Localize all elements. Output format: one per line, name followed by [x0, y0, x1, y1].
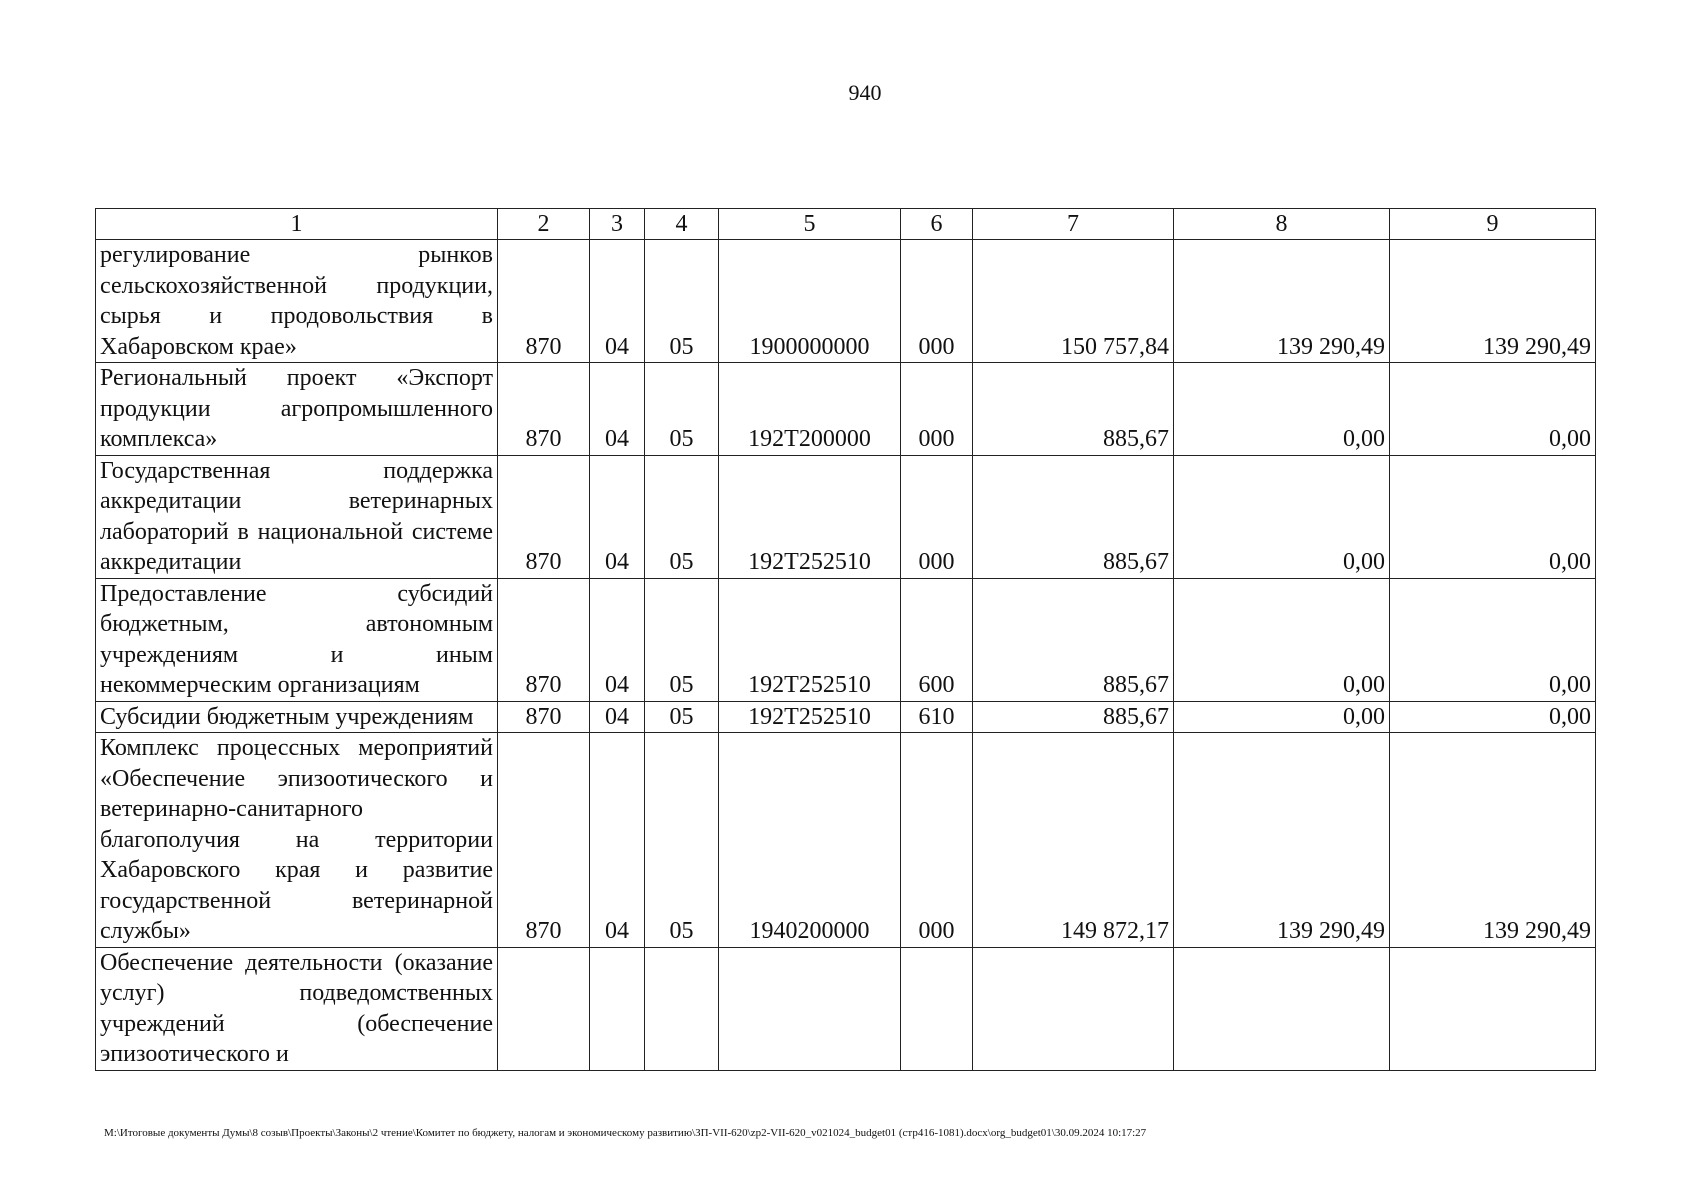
cell-col7: 150 757,84	[973, 240, 1174, 363]
cell-col3: 04	[590, 733, 645, 948]
cell-col8: 139 290,49	[1174, 240, 1390, 363]
header-row	[96, 209, 1596, 240]
cell-col6: 000	[901, 733, 973, 948]
table-body	[96, 240, 1596, 1071]
column-header-2: 2	[498, 209, 590, 240]
table-row	[96, 455, 1596, 578]
cell-col8: 0,00	[1174, 578, 1390, 701]
cell-col9: 0,00	[1390, 578, 1596, 701]
cell-col4: 05	[645, 363, 719, 456]
cell-col2: 870	[498, 733, 590, 948]
cell-col8: 0,00	[1174, 363, 1390, 456]
cell-col7: 885,67	[973, 578, 1174, 701]
cell-col4: 05	[645, 240, 719, 363]
cell-col7: 885,67	[973, 455, 1174, 578]
column-header-6: 6	[901, 209, 973, 240]
cell-col6: 000	[901, 455, 973, 578]
column-header-5: 5	[719, 209, 901, 240]
cell-col4: 05	[645, 455, 719, 578]
cell-col5: 192Т252510	[719, 578, 901, 701]
cell-col6: 610	[901, 701, 973, 733]
row-description: Субсидии бюджетным учреждениям	[96, 701, 498, 733]
cell-col9: 0,00	[1390, 701, 1596, 733]
cell-col9: 139 290,49	[1390, 733, 1596, 948]
column-header-8: 8	[1174, 209, 1390, 240]
cell-col3: 04	[590, 363, 645, 456]
cell-col5: 1940200000	[719, 733, 901, 948]
cell-col8	[1174, 947, 1390, 1070]
cell-col4: 05	[645, 701, 719, 733]
cell-col8: 139 290,49	[1174, 733, 1390, 948]
cell-col5: 192Т252510	[719, 455, 901, 578]
row-description: Комплекс процессных мероприятий «Обеспечение эпизоотического и ветеринарно-санитарного благополучия на территории Хабаровского края и развитие государственной ветеринарной службы»	[96, 733, 498, 948]
cell-col3: 04	[590, 578, 645, 701]
column-header-7: 7	[973, 209, 1174, 240]
cell-col9: 0,00	[1390, 363, 1596, 456]
cell-col4: 05	[645, 578, 719, 701]
column-header-9: 9	[1390, 209, 1596, 240]
cell-col8: 0,00	[1174, 455, 1390, 578]
cell-col9: 0,00	[1390, 455, 1596, 578]
table-row	[96, 733, 1596, 948]
cell-col6	[901, 947, 973, 1070]
cell-col4	[645, 947, 719, 1070]
table-header	[96, 209, 1596, 240]
table-row	[96, 701, 1596, 733]
table-row	[96, 578, 1596, 701]
cell-col2: 870	[498, 701, 590, 733]
cell-col7: 149 872,17	[973, 733, 1174, 948]
column-header-4: 4	[645, 209, 719, 240]
cell-col6: 000	[901, 240, 973, 363]
row-description: Региональный проект «Экспорт продукции агропромышленного комплекса»	[96, 363, 498, 456]
table-row	[96, 363, 1596, 456]
cell-col5: 1900000000	[719, 240, 901, 363]
cell-col5: 192Т252510	[719, 701, 901, 733]
row-description: Предоставление субсидий бюджетным, автономным учреждениям и иным некоммерческим организациям	[96, 578, 498, 701]
cell-col6: 000	[901, 363, 973, 456]
cell-col7	[973, 947, 1174, 1070]
cell-col2: 870	[498, 455, 590, 578]
cell-col6: 600	[901, 578, 973, 701]
row-description: Обеспечение деятельности (оказание услуг) подведомственных учреждений (обеспечение эпизоотического и	[96, 947, 498, 1070]
cell-col7: 885,67	[973, 363, 1174, 456]
cell-col3	[590, 947, 645, 1070]
page-number: 940	[848, 80, 882, 105]
cell-col5: 192Т200000	[719, 363, 901, 456]
cell-col8: 0,00	[1174, 701, 1390, 733]
cell-col3: 04	[590, 455, 645, 578]
budget-table	[95, 208, 1596, 1071]
document-file-path: М:\Итоговые документы Думы\8 созыв\Проекты\Законы\2 чтение\Комитет по бюджету, налогам и экономическому развитию\ЗП-VII-620\zp2-VII-620_v021024_budget01 (стр416-1081).docx\org_budget01\30.09.2024 10:17:27	[104, 1127, 1147, 1139]
cell-col3: 04	[590, 701, 645, 733]
cell-col5	[719, 947, 901, 1070]
column-header-3: 3	[590, 209, 645, 240]
table-row	[96, 947, 1596, 1070]
column-header-1: 1	[96, 209, 498, 240]
cell-col9	[1390, 947, 1596, 1070]
row-description: регулирование рынков сельскохозяйственной продукции, сырья и продовольствия в Хабаровском крае»	[96, 240, 498, 363]
cell-col3: 04	[590, 240, 645, 363]
row-description: Государственная поддержка аккредитации ветеринарных лабораторий в национальной системе аккредитации	[96, 455, 498, 578]
cell-col2: 870	[498, 578, 590, 701]
cell-col9: 139 290,49	[1390, 240, 1596, 363]
cell-col2	[498, 947, 590, 1070]
cell-col2: 870	[498, 240, 590, 363]
cell-col4: 05	[645, 733, 719, 948]
cell-col7: 885,67	[973, 701, 1174, 733]
table-row	[96, 240, 1596, 363]
cell-col2: 870	[498, 363, 590, 456]
